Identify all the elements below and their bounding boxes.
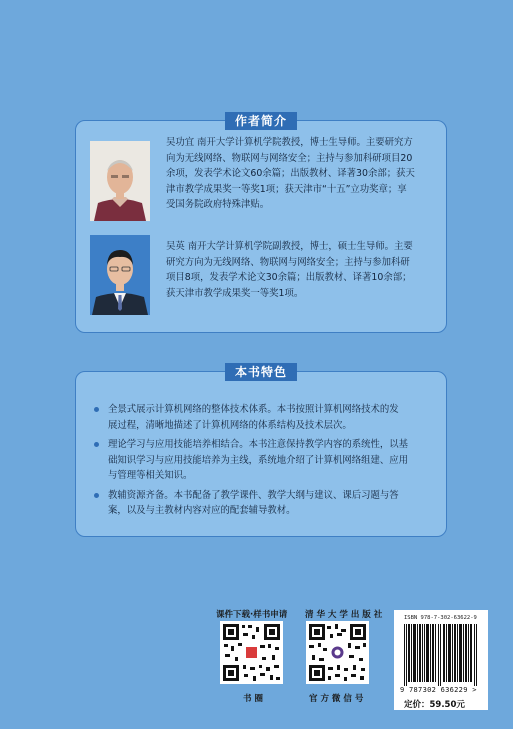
qr-code-publisher-wechat-icon[interactable] <box>306 621 369 684</box>
feature-line: 础知识学习与应用技能培养为主线，系统地介绍了计算机网络组建、应用 <box>108 454 409 466</box>
bio-line: 获天津市教学成果奖一等奖1项。 <box>166 287 304 299</box>
feature-item <box>94 437 436 484</box>
authors-section-title: 作者简介 <box>225 112 297 130</box>
author-photo-wu-ying <box>90 235 150 315</box>
bullet-icon <box>94 407 99 412</box>
qr-left-caption: 书 圈 <box>243 694 263 704</box>
authors-box <box>75 114 447 333</box>
qr-right-title: 清 华 大 学 出 版 社 <box>305 610 383 620</box>
author-bio-wu-ying <box>166 239 441 301</box>
feature-line: 案，以及与主教材内容对应的配套辅导教材。 <box>108 505 296 516</box>
isbn-barcode <box>394 610 488 710</box>
feature-item <box>94 402 436 433</box>
bullet-icon <box>94 442 99 447</box>
feature-line: 展过程，清晰地描述了计算机网络的体系结构及技术层次。 <box>108 419 352 431</box>
features-section-title: 本书特色 <box>225 363 297 381</box>
bio-line: 项目8项，发表学术论文30余篇；出版教材、译著10余部； <box>166 272 412 283</box>
isbn-number: 9 787302 636229 > <box>400 686 477 694</box>
bio-line: 受国务院政府特殊津贴。 <box>166 199 270 210</box>
qr-code-shuquan-icon[interactable] <box>220 621 283 684</box>
feature-line: 与管理等相关知识。 <box>108 470 193 481</box>
bio-line: 向为无线网络、物联网与网络安全；主持与参加科研项目20 <box>166 152 413 164</box>
bullet-icon <box>94 493 99 498</box>
bio-line: 余项，发表学术论文60余篇；出版教材、译著30余部；获天 <box>166 168 415 179</box>
price-label: 定价：59.50元 <box>404 700 465 710</box>
barcode-icon <box>400 624 482 686</box>
feature-line: 理论学习与应用技能培养相结合。本书注意保持教学内容的系统性，以基 <box>108 439 409 450</box>
bio-line: 吴功宜 南开大学计算机学院教授，博士生导师。主要研究方 <box>166 137 413 148</box>
bio-line: 吴英 南开大学计算机学院副教授，博士，硕士生导师。主要 <box>166 241 413 252</box>
features-list <box>94 402 436 523</box>
qr-left-title: 课件下载·样书申请 <box>216 610 288 620</box>
features-box <box>75 365 447 537</box>
bio-line: 研究方向为无线网络、物联网与网络安全；主持与参加科研 <box>166 256 410 268</box>
author-bio-wu-gongyi <box>166 135 441 213</box>
feature-item <box>94 488 436 519</box>
bio-line: 津市教学成果奖一等奖1项；获天津市“十五”立功奖章；享 <box>166 183 407 195</box>
qr-right-caption: 官 方 微 信 号 <box>309 694 364 704</box>
feature-line: 全景式展示计算机网络的整体技术体系。本书按照计算机网络技术的发 <box>108 404 399 415</box>
feature-line: 教辅资源齐备。本书配备了教学课件、教学大纲与建议、课后习题与答 <box>108 489 399 501</box>
author-photo-wu-gongyi <box>90 141 150 221</box>
isbn-text: ISBN 978-7-302-63622-9 <box>404 615 477 621</box>
